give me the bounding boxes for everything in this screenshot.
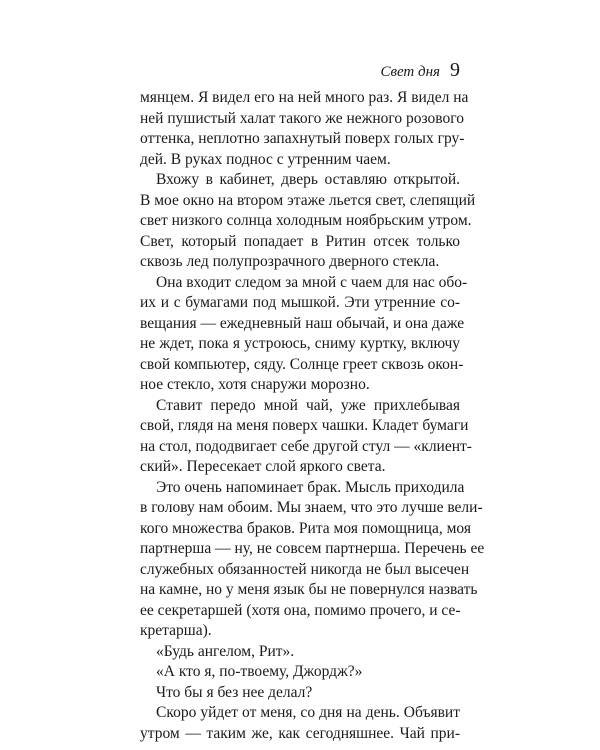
text-line: ное стекло, хотя снаружи морозно. bbox=[140, 376, 370, 393]
text-line: на камне, но у меня язык бы не повернулся назвать bbox=[140, 581, 478, 598]
text-line: на стол, пододвигает себе другой стул — «клиент- bbox=[140, 437, 472, 455]
text-line: в голову нам обоим. Мы знаем, что это лучше вели- bbox=[140, 499, 483, 516]
text-line: служебных обязанностей никогда не был высечен bbox=[140, 560, 470, 578]
running-title: Свет дня bbox=[380, 64, 440, 80]
text-line: Скоро уйдет от меня, со дня на день. Объявит bbox=[156, 704, 460, 721]
text-line: «А кто я, по-твоему, Джордж?» bbox=[156, 663, 363, 680]
text-line: ее секретаршей (хотя она, помимо прочего, и се- bbox=[140, 601, 461, 619]
text-line: Что бы я без нее делал? bbox=[156, 683, 313, 701]
text-line: В мое окно на втором этаже льется свет, слепящий bbox=[140, 191, 476, 209]
text-line: дей. В руках поднос с утренним чаем. bbox=[140, 150, 391, 168]
text-line: Свет, который попадает в Ритин отсек только bbox=[140, 232, 460, 250]
text-line: вещания — ежедневный наш обычай, и она даже bbox=[140, 314, 465, 332]
text-line: ский». Пересекает слой яркого света. bbox=[140, 458, 386, 475]
text-line: их и с бумагами под мышкой. Эти утренние со- bbox=[140, 294, 460, 311]
page-number: 9 bbox=[450, 59, 460, 81]
text-line: «Будь ангелом, Рит». bbox=[156, 642, 295, 660]
text-line: свой компьютер, сяду. Солнце греет сквозь окон- bbox=[140, 355, 464, 373]
body-text bbox=[140, 88, 485, 744]
text-line: мянцем. Я видел его на ней много раз. Я видел на bbox=[140, 89, 469, 106]
text-line: Это очень напоминает брак. Мысль приходила bbox=[156, 478, 465, 496]
text-line: сквозь лед полупрозрачного дверного стекла. bbox=[140, 253, 440, 270]
text-line: ней пушистый халат такого же нежного розового bbox=[140, 109, 464, 127]
running-head bbox=[380, 59, 460, 82]
text-line: кого множества браков. Рита моя помощница, моя bbox=[140, 519, 471, 537]
text-line: кретарша). bbox=[140, 622, 212, 639]
text-line: не ждет, пока я устроюсь, сниму куртку, включу bbox=[140, 335, 460, 352]
text-line: свой, глядя на меня поверх чашки. Кладет бумаги bbox=[140, 417, 469, 434]
text-line: свет низкого солнца холодным ноябрьским утром. bbox=[140, 212, 472, 229]
text-line: партнерша — ну, не совсем партнерша. Перечень ее bbox=[140, 540, 485, 557]
text-line: Ставит передо мной чай, уже прихлебывая bbox=[156, 396, 460, 414]
text-line: оттенка, неплотно запахнутый поверх голых гру- bbox=[140, 130, 465, 147]
text-line: утром — таким же, как сегодняшнее. Чай при- bbox=[140, 724, 460, 742]
text-line: Вхожу в кабинет, дверь оставляю открытой. bbox=[156, 171, 460, 188]
text-line: Она входит следом за мной с чаем для нас обо- bbox=[156, 273, 468, 291]
